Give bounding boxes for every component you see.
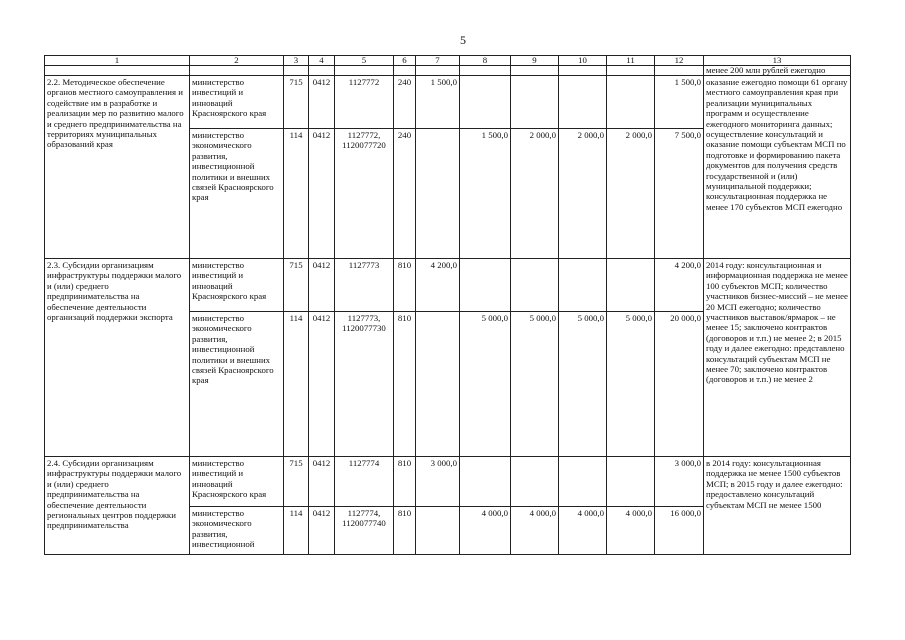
amount-2013 bbox=[416, 129, 460, 259]
amount-2017: 4 000,0 bbox=[607, 507, 655, 555]
col-header: 3 bbox=[284, 56, 309, 66]
rzpr-code: 0412 bbox=[309, 312, 335, 457]
organization: министерство инвестиций и инноваций Красноярского края bbox=[190, 259, 284, 312]
grbs-code: 715 bbox=[284, 76, 309, 129]
csr-code: 1127774 bbox=[335, 457, 394, 507]
header-row bbox=[45, 56, 851, 66]
col-header: 8 bbox=[460, 56, 511, 66]
amount-total: 4 200,0 bbox=[655, 259, 704, 312]
organization: министерство экономического развития, инвестиционной bbox=[190, 507, 284, 555]
amount-2015: 4 000,0 bbox=[511, 507, 559, 555]
vr-code: 810 bbox=[394, 507, 416, 555]
amount-2017 bbox=[607, 76, 655, 129]
amount-2015 bbox=[511, 457, 559, 507]
amount-2017 bbox=[607, 259, 655, 312]
grbs-code: 114 bbox=[284, 312, 309, 457]
amount-2015 bbox=[511, 76, 559, 129]
col-header: 13 bbox=[704, 56, 851, 66]
amount-2016: 4 000,0 bbox=[559, 507, 607, 555]
table-row bbox=[45, 76, 851, 129]
amount-2016 bbox=[559, 457, 607, 507]
amount-total: 3 000,0 bbox=[655, 457, 704, 507]
csr-code: 1127772 bbox=[335, 76, 394, 129]
organization: министерство экономического развития, инвестиционной политики и внешних связей Красноярского края bbox=[190, 312, 284, 457]
table-row bbox=[45, 259, 851, 312]
vr-code: 240 bbox=[394, 76, 416, 129]
col-header: 11 bbox=[607, 56, 655, 66]
col-header: 7 bbox=[416, 56, 460, 66]
amount-2015: 2 000,0 bbox=[511, 129, 559, 259]
amount-2017 bbox=[607, 457, 655, 507]
amount-2014 bbox=[460, 457, 511, 507]
amount-total: 1 500,0 bbox=[655, 76, 704, 129]
result-continuation: менее 200 млн рублей ежегодно bbox=[704, 66, 851, 76]
col-header: 9 bbox=[511, 56, 559, 66]
activity-name: 2.2. Методическое обеспечение органов местного самоуправления и содействие им в разработке и реализации мер по развитию малого и среднего предпринимательства на территориях муниципальных образований края bbox=[45, 76, 190, 259]
amount-2013 bbox=[416, 312, 460, 457]
amount-2016 bbox=[559, 76, 607, 129]
activity-name: 2.3. Субсидии организациям инфраструктуры поддержки малого и (или) среднего предпринимательства на обеспечение деятельности организаций поддержки экспорта bbox=[45, 259, 190, 457]
col-header: 10 bbox=[559, 56, 607, 66]
amount-2013 bbox=[416, 507, 460, 555]
grbs-code: 715 bbox=[284, 457, 309, 507]
organization: министерство экономического развития, инвестиционной политики и внешних связей Красноярского края bbox=[190, 129, 284, 259]
organization: министерство инвестиций и инноваций Красноярского края bbox=[190, 457, 284, 507]
csr-code: 1127773 bbox=[335, 259, 394, 312]
csr-code: 1127774, 1120077740 bbox=[335, 507, 394, 555]
organization: министерство инвестиций и инноваций Красноярского края bbox=[190, 76, 284, 129]
col-header: 1 bbox=[45, 56, 190, 66]
rzpr-code: 0412 bbox=[309, 76, 335, 129]
col-header: 6 bbox=[394, 56, 416, 66]
amount-2015 bbox=[511, 259, 559, 312]
amount-2017: 5 000,0 bbox=[607, 312, 655, 457]
rzpr-code: 0412 bbox=[309, 507, 335, 555]
amount-2013: 1 500,0 bbox=[416, 76, 460, 129]
rzpr-code: 0412 bbox=[309, 259, 335, 312]
amount-2014 bbox=[460, 259, 511, 312]
table-row bbox=[45, 457, 851, 507]
page-number: 5 bbox=[460, 33, 466, 47]
rzpr-code: 0412 bbox=[309, 129, 335, 259]
amount-2014: 1 500,0 bbox=[460, 129, 511, 259]
amount-total: 7 500,0 bbox=[655, 129, 704, 259]
activity-name: 2.4. Субсидии организациям инфраструктуры поддержки малого и (или) среднего предпринимательства на обеспечение деятельности региональных центров поддержки предпринимательства bbox=[45, 457, 190, 555]
amount-2015: 5 000,0 bbox=[511, 312, 559, 457]
grbs-code: 114 bbox=[284, 129, 309, 259]
csr-code: 1127773, 1120077730 bbox=[335, 312, 394, 457]
amount-2013: 4 200,0 bbox=[416, 259, 460, 312]
vr-code: 240 bbox=[394, 129, 416, 259]
amount-2014: 5 000,0 bbox=[460, 312, 511, 457]
budget-table bbox=[44, 55, 851, 555]
amount-total: 16 000,0 bbox=[655, 507, 704, 555]
grbs-code: 715 bbox=[284, 259, 309, 312]
vr-code: 810 bbox=[394, 259, 416, 312]
csr-code: 1127772, 1120077720 bbox=[335, 129, 394, 259]
amount-2013: 3 000,0 bbox=[416, 457, 460, 507]
col-header: 2 bbox=[190, 56, 284, 66]
grbs-code: 114 bbox=[284, 507, 309, 555]
col-header: 12 bbox=[655, 56, 704, 66]
amount-2014 bbox=[460, 76, 511, 129]
rzpr-code: 0412 bbox=[309, 457, 335, 507]
continuation-row bbox=[45, 66, 851, 76]
expected-result: 2014 году: консультационная и информационная поддержка не менее 100 субъектов МСП; количество участников бизнес-миссий – не менее 20 МСП ежегодно; количество участников выставок/ярмарок – не менее 15; заключено контрактов (договоров и т.п.) не менее 2; в 2015 году и далее ежегодно: представлено консультаций субъектам МСП не менее 70; заключено контрактов (договоров и т.п.) не менее 2 bbox=[704, 259, 851, 457]
vr-code: 810 bbox=[394, 312, 416, 457]
amount-2016: 2 000,0 bbox=[559, 129, 607, 259]
col-header: 4 bbox=[309, 56, 335, 66]
col-header: 5 bbox=[335, 56, 394, 66]
expected-result: в 2014 году: консультационная поддержка не менее 1500 субъектов МСП; в 2015 году и далее ежегодно: предоставлено консультаций субъектам МСП не менее 1500 bbox=[704, 457, 851, 555]
amount-2017: 2 000,0 bbox=[607, 129, 655, 259]
amount-2016: 5 000,0 bbox=[559, 312, 607, 457]
amount-2014: 4 000,0 bbox=[460, 507, 511, 555]
vr-code: 810 bbox=[394, 457, 416, 507]
amount-2016 bbox=[559, 259, 607, 312]
expected-result: оказание ежегодно помощи 61 органу местного самоуправления края при реализации муниципальных программ и осуществление ежегодного мониторинга данных; осуществление консультаций и оказание помощи субъектам МСП по подготовке и формированию пакета документов для получения средств государственной и (или) муниципальной поддержки; консультационная поддержка не менее 170 субъектов МСП ежегодно bbox=[704, 76, 851, 259]
amount-total: 20 000,0 bbox=[655, 312, 704, 457]
